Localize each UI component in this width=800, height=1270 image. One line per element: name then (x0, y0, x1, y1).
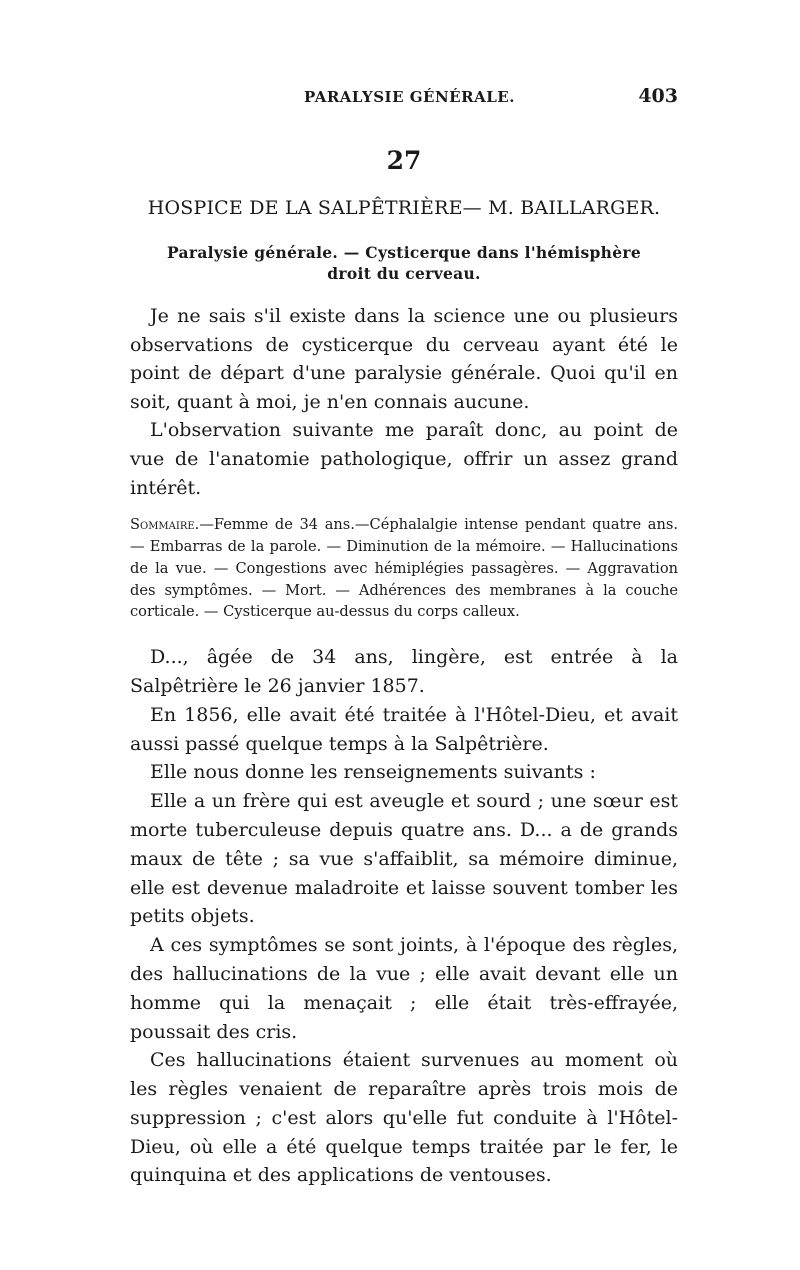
observation-number: 27 (386, 146, 422, 175)
book-page (130, 85, 678, 1190)
case-paragraph: D..., âgée de 34 ans, lingère, est entrée à la Salpêtrière le 26 janvier 1857. (130, 646, 678, 697)
running-head-title: PARALYSIE GÉNÉRALE. (304, 88, 515, 106)
case-summary (130, 514, 678, 623)
institution-heading: HOSPICE DE LA SALPÊTRIÈRE— M. BAILLARGER. (147, 197, 661, 219)
intro-paragraph: Je ne sais s'il existe dans la science une ou plusieurs observations de cysticerque du cerveau ayant été le point de départ d'une paralysie générale. Quoi qu'il en soit, quant à moi, je n'en connais aucune. (130, 305, 678, 413)
case-paragraph: Elle a un frère qui est aveugle et sourd ; une sœur est morte tuberculeuse depuis quatre ans. D... a de grands maux de tête ; sa vue s'affaiblit, sa mémoire diminue, elle est devenue maladroite et laisse souvent tomber les petits objets. (130, 790, 678, 928)
summary-paragraph (130, 514, 678, 623)
case-paragraph: Elle nous donne les renseignements suivants : (150, 761, 596, 784)
running-head (130, 85, 678, 116)
intro-paragraph: L'observation suivante me paraît donc, au point de vue de l'anatomie pathologique, offrir un assez grand intérêt. (130, 419, 678, 499)
summary-label: Sommaire. (130, 516, 200, 534)
case-history (130, 643, 678, 1190)
case-paragraph: A ces symptômes se sont joints, à l'époque des règles, des hallucinations de la vue ; elle avait devant elle un homme qui la menaçait ; elle était très-effrayée, poussait des cris. (130, 934, 678, 1043)
subject-heading (130, 242, 678, 284)
introduction (130, 302, 678, 502)
case-paragraph: En 1856, elle avait été traitée à l'Hôtel-Dieu, et avait aussi passé quelque temps à la Salpêtrière. (130, 703, 678, 755)
page-number: 403 (638, 85, 678, 107)
subject-heading-line-2: droit du cerveau. (327, 264, 481, 283)
summary-text: —Femme de 34 ans.—Céphalalgie intense pendant quatre ans. — Embarras de la parole. — Diminution de la mémoire. — Hallucinations de la vue. — Congestions avec hémiplégies passagères. — Aggravation des symptômes. — Mort. — Adhérences des membranes à la couche corticale. — Cysticerque au-dessus du corps calleux. (130, 516, 678, 621)
case-paragraph: Ces hallucinations étaient survenues au moment où les règles venaient de reparaître après trois mois de suppression ; c'est alors qu'elle fut conduite à l'Hôtel-Dieu, où elle a été quelque temps traitée par le fer, le quinquina et des applications de ventouses. (130, 1049, 678, 1187)
subject-heading-line-1: Paralysie générale. — Cysticerque dans l'hémisphère (166, 243, 642, 262)
